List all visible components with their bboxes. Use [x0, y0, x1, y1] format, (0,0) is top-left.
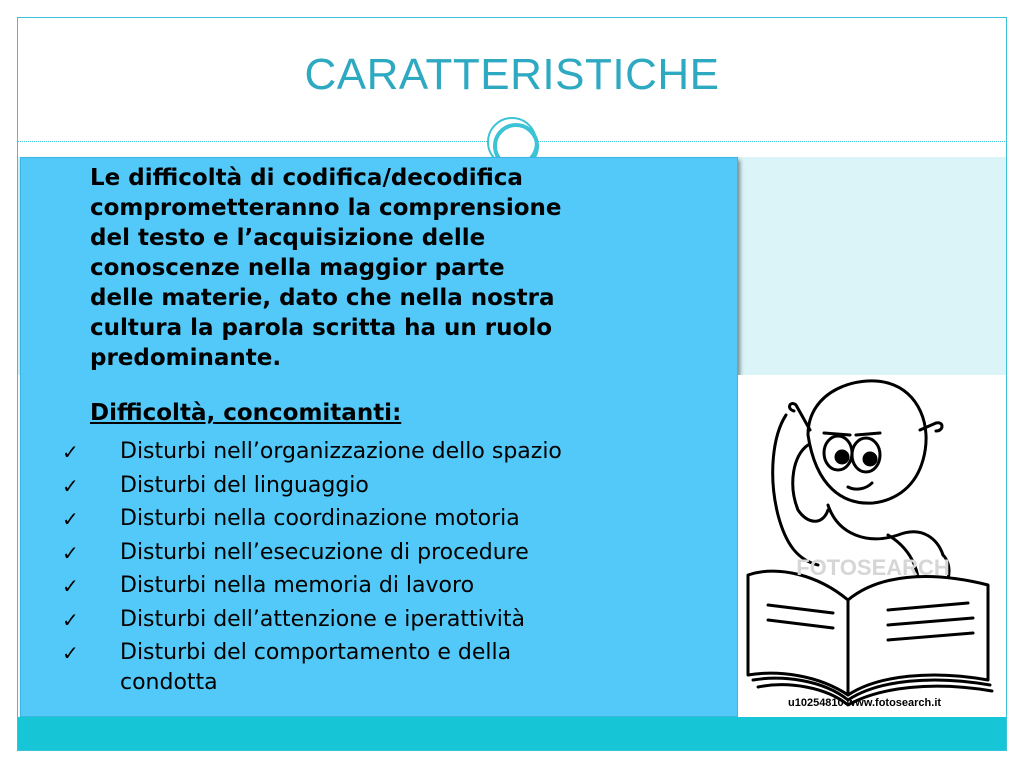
paragraph-line: predominante.: [90, 345, 282, 371]
photo-credit: u10254810 www.fotosearch.it: [788, 697, 942, 709]
checkmark-icon: ✓: [62, 473, 79, 498]
paragraph-line: del testo e l’acquisizione delle: [90, 225, 486, 251]
paragraph-line: comprometteranno la comprensione: [90, 195, 562, 221]
list-item-text: Disturbi nella memoria di lavoro: [120, 573, 475, 598]
checkmark-icon: ✓: [62, 641, 79, 665]
list-item: [62, 538, 732, 568]
paragraph-line: conoscenze nella maggior parte: [90, 255, 505, 281]
list-item-text: Disturbi del comportamento e della: [120, 640, 512, 665]
watermark-text: FOTOSEARCH: [796, 555, 950, 580]
bottom-bar: [18, 717, 1006, 750]
list-item: [62, 437, 732, 467]
checkmark-icon: ✓: [62, 607, 79, 632]
list-item-text: Disturbi dell’attenzione e iperattività: [120, 606, 525, 632]
paragraph-line: cultura la parola scritta ha un ruolo: [90, 315, 553, 341]
list-item-text: Disturbi nella coordinazione motoria: [120, 506, 520, 531]
list-item-text: condotta: [120, 670, 218, 695]
checkmark-icon: ✓: [62, 507, 79, 531]
list-item-text: Disturbi nell’organizzazione dello spazio: [120, 439, 562, 464]
list-item: [62, 571, 732, 601]
list-item: [62, 471, 732, 501]
checkmark-icon: ✓: [62, 440, 79, 464]
list-item-text: Disturbi nell’esecuzione di procedure: [120, 539, 529, 565]
paragraph-line: Le difficoltà di codifica/decodifica: [90, 165, 523, 191]
slide-title: CARATTERISTICHE: [304, 50, 720, 99]
cartoon-alien-reading-book-icon: [738, 375, 1006, 717]
paragraph-line: delle materie, dato che nella nostra: [90, 285, 555, 311]
list-item: [62, 504, 732, 534]
intro-paragraph: [90, 163, 730, 373]
list-item: [62, 638, 732, 698]
checkmark-icon: ✓: [62, 540, 79, 565]
checkmark-icon: ✓: [62, 574, 79, 598]
list-item-text: Disturbi del linguaggio: [120, 472, 369, 498]
subheading: Difficoltà, concomitanti:: [90, 400, 402, 426]
list-item: [62, 605, 732, 635]
disturbances-list: [62, 437, 732, 702]
